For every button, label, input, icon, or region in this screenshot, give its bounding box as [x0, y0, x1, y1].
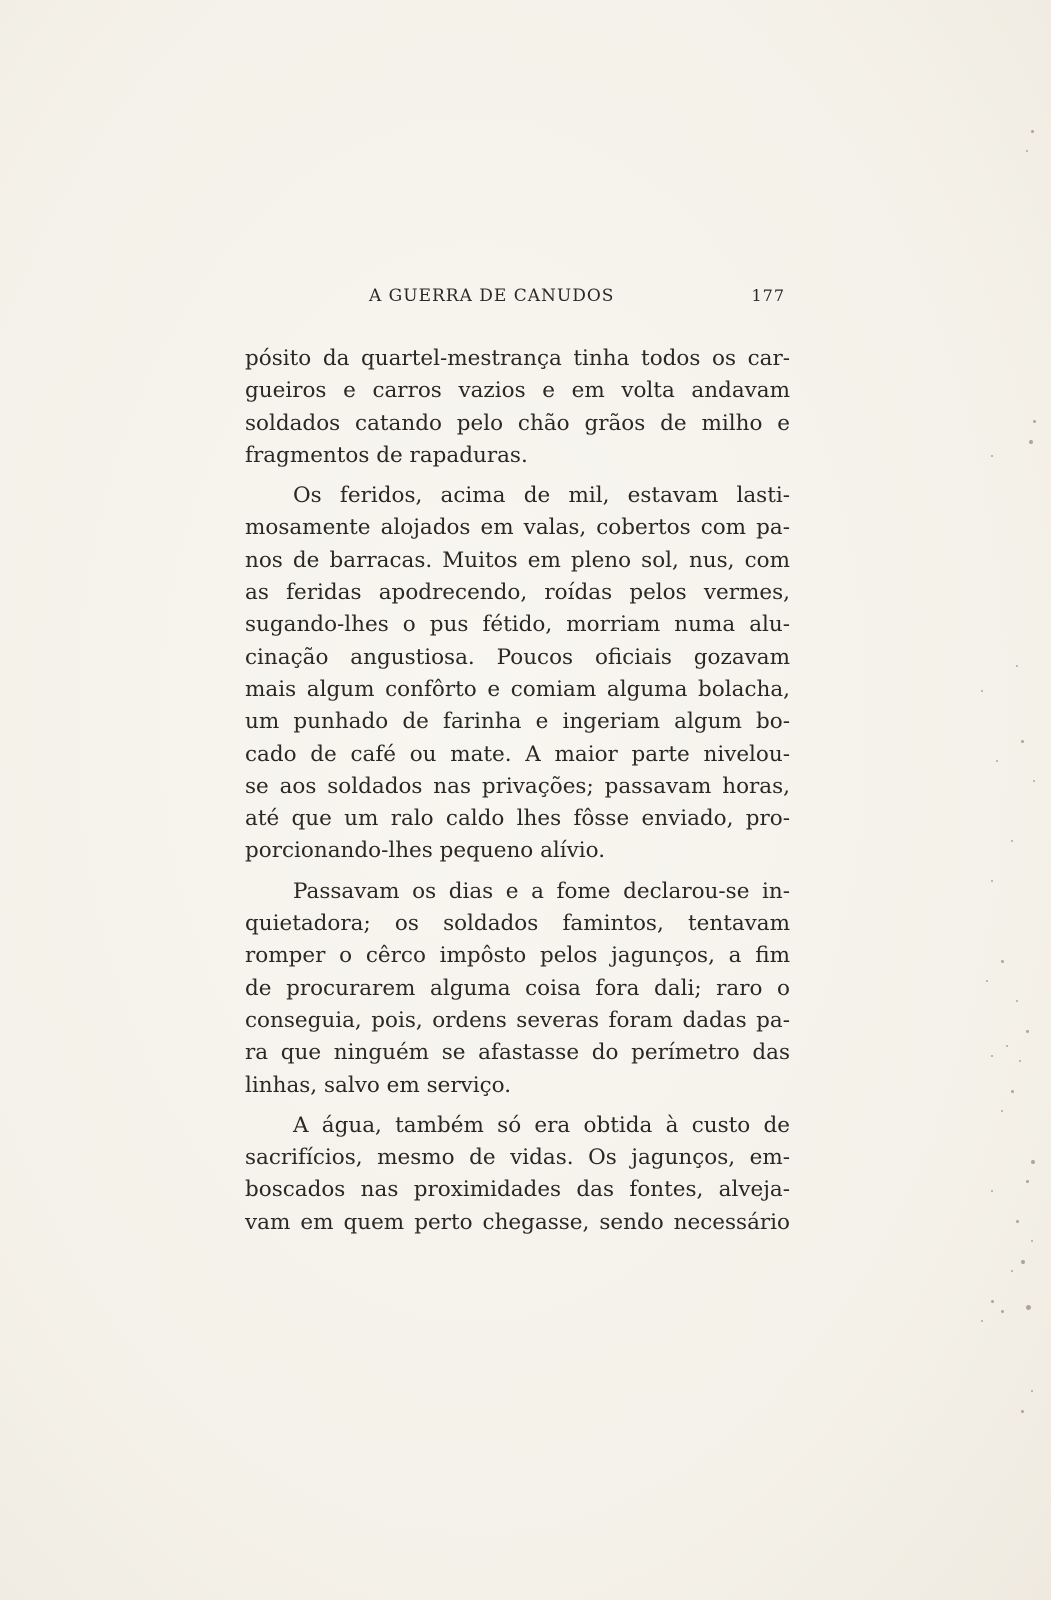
- foxing-speck: [1011, 840, 1013, 842]
- text-line: sugando-lhes o pus fétido, morriam numa alu-: [245, 612, 790, 638]
- foxing-speck: [1031, 1160, 1035, 1164]
- paragraph-gap: [245, 1102, 790, 1110]
- foxing-speck: [991, 1055, 993, 1057]
- text-line: quietadora; os soldados famintos, tentavam: [245, 911, 790, 937]
- foxing-speck: [986, 980, 988, 982]
- text-line: linhas, salvo em serviço.: [245, 1072, 512, 1098]
- foxing-speck: [1001, 1310, 1004, 1313]
- foxing-speck: [1021, 740, 1024, 743]
- foxing-speck: [991, 1300, 994, 1303]
- body-text: [245, 343, 790, 1239]
- foxing-speck: [1021, 1260, 1025, 1264]
- foxing-speck: [1016, 1220, 1019, 1223]
- text-line: Passavam os dias e a fome declarou-se in-: [293, 878, 790, 904]
- text-line: de procurarem alguma coisa fora dali; raro o: [245, 975, 790, 1001]
- text-line: cinação angustiosa. Poucos oficiais gozavam: [245, 644, 790, 670]
- foxing-speck: [1033, 780, 1035, 782]
- paragraph: [245, 1110, 790, 1239]
- foxing-speck: [991, 880, 993, 882]
- foxing-speck: [1021, 1410, 1024, 1413]
- foxing-speck: [1026, 150, 1028, 152]
- text-line: sacrifícios, mesmo de vidas. Os jagunços, em-: [245, 1145, 790, 1171]
- foxing-speck: [991, 1190, 993, 1192]
- foxing-speck: [1001, 960, 1004, 963]
- foxing-speck: [1011, 1270, 1013, 1272]
- text-line: nos de barracas. Muitos em pleno sol, nus, com: [245, 547, 790, 573]
- foxing-speck: [1026, 1305, 1031, 1310]
- page-number: 177: [751, 286, 785, 305]
- text-line: soldados catando pelo chão grãos de milho e: [245, 410, 790, 436]
- text-line: romper o cêrco impôsto pelos jagunços, a fim: [245, 943, 790, 969]
- text-line: mais algum confôrto e comiam alguma bolacha,: [245, 676, 790, 702]
- foxing-speck: [1001, 1110, 1003, 1112]
- running-title: A GUERRA DE CANUDOS: [369, 286, 615, 306]
- text-line: A água, também só era obtida à custo de: [293, 1112, 790, 1138]
- paragraph: [245, 480, 790, 868]
- foxing-speck: [1019, 1060, 1021, 1062]
- paragraph: [245, 876, 790, 1102]
- text-line: conseguia, pois, ordens severas foram dadas pa-: [245, 1007, 790, 1033]
- text-line: ra que ninguém se afastasse do perímetro das: [245, 1040, 790, 1066]
- foxing-speck: [1011, 1090, 1014, 1093]
- foxing-speck: [1029, 440, 1033, 444]
- paragraph: [245, 343, 790, 472]
- foxing-speck: [996, 760, 998, 762]
- foxing-speck: [1026, 1180, 1029, 1183]
- text-line: fragmentos de rapaduras.: [245, 442, 528, 468]
- foxing-speck: [1006, 1045, 1008, 1047]
- foxing-speck: [1031, 1390, 1033, 1392]
- text-line: boscados nas proximidades das fontes, alveja-: [245, 1177, 790, 1203]
- text-line: porcionando-lhes pequeno alívio.: [245, 838, 606, 864]
- text-line: cado de café ou mate. A maior parte nivelou-: [245, 741, 790, 767]
- text-line: pósito da quartel-mestrança tinha todos os car-: [245, 346, 790, 371]
- foxing-speck: [1016, 665, 1018, 667]
- foxing-speck: [991, 455, 993, 457]
- text-line: mosamente alojados em valas, cobertos com pa-: [245, 515, 790, 541]
- foxing-speck: [1031, 1240, 1033, 1242]
- foxing-speck: [981, 690, 983, 692]
- page-edge-foxing: [971, 0, 1051, 1600]
- text-line: vam em quem perto chegasse, sendo necessário: [245, 1209, 790, 1235]
- paragraph-gap: [245, 868, 790, 876]
- foxing-speck: [1033, 420, 1036, 423]
- foxing-speck: [1016, 1000, 1018, 1002]
- text-line: Os feridos, acima de mil, estavam lasti-: [293, 483, 790, 509]
- text-line: as feridas apodrecendo, roídas pelos vermes,: [245, 580, 790, 606]
- text-line: um punhado de farinha e ingeriam algum bo-: [245, 709, 790, 735]
- text-line: se aos soldados nas privações; passavam horas,: [245, 773, 790, 799]
- foxing-speck: [1031, 130, 1034, 133]
- paragraph-gap: [245, 472, 790, 480]
- foxing-speck: [981, 1320, 983, 1322]
- text-line: até que um ralo caldo lhes fôsse enviado, pro-: [245, 806, 790, 832]
- running-head: [360, 286, 785, 308]
- text-line: gueiros e carros vazios e em volta andavam: [245, 378, 790, 404]
- foxing-speck: [1026, 1030, 1029, 1033]
